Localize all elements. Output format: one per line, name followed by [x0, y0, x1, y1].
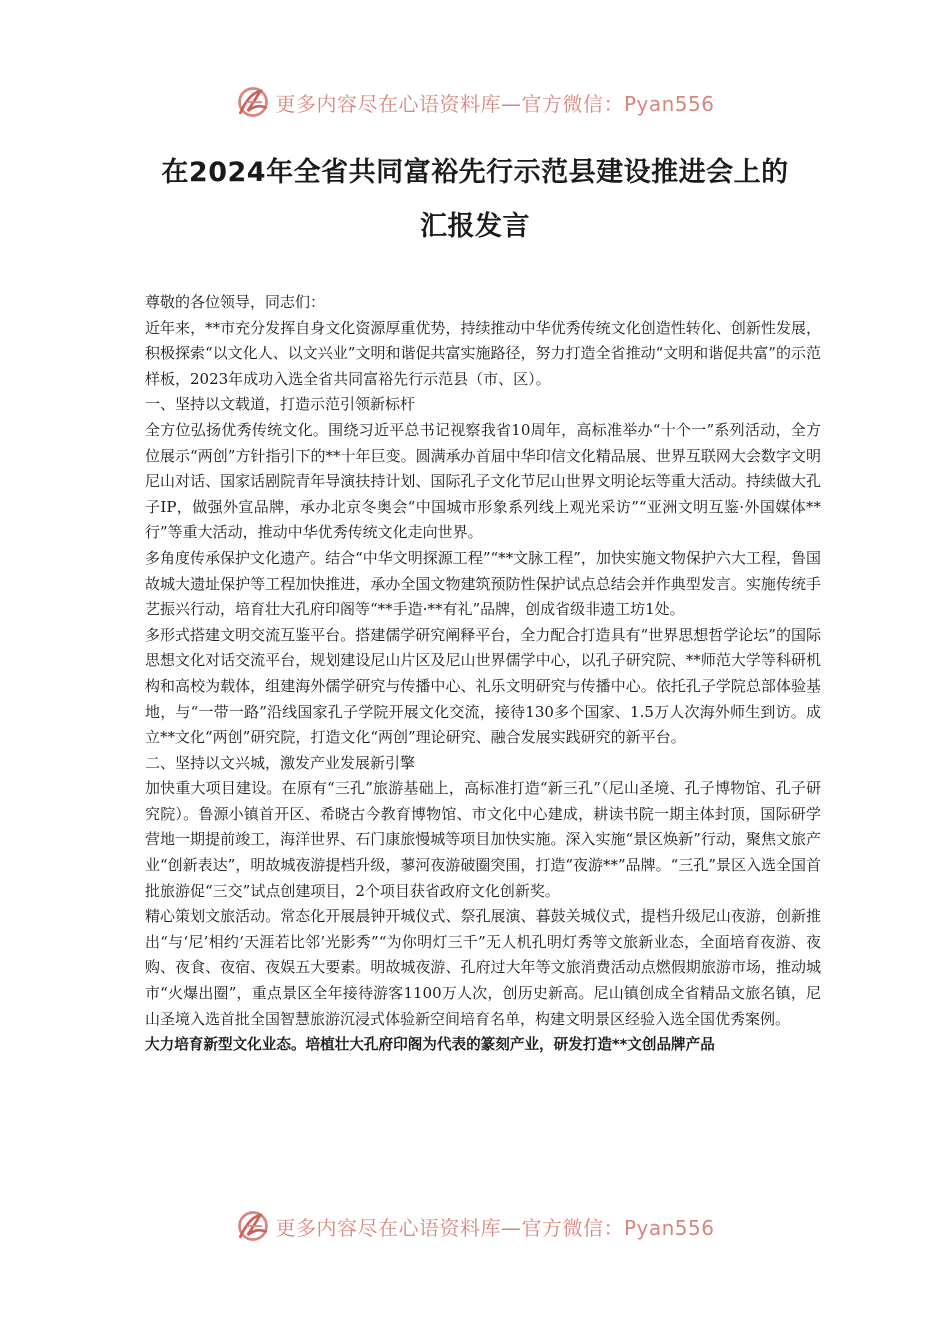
stylized-signature-logo-icon	[235, 84, 271, 120]
section-heading-2: 二、坚持以文兴城，激发产业发展新引擎	[145, 753, 416, 772]
document-body	[145, 290, 821, 1058]
document-title-line-2: 汇报发言	[420, 211, 530, 242]
header-watermark-text: 更多内容尽在心语资料库—官方微信：Pyan556	[275, 91, 715, 116]
body-paragraph: 多角度传承保护文化遗产。结合“中华文明探源工程”“**文脉工程”，加快实施文物保护六大工程，鲁国故城大遗址保护等工程加快推进，承办全国文物建筑预防性保护试点总结会并作典型发言。实施传统手艺振兴行动，培育壮大孔府印阁等“**手造·**有礼”品牌，创成省级非遗工坊1处。	[145, 548, 821, 619]
body-paragraph: 全方位弘扬优秀传统文化。围绕习近平总书记视察我省10周年，高标准举办“十个一”系列活动，全方位展示“两创”方针指引下的**十年巨变。圆满承办首届中华印信文化精品展、世界互联网大会数字文明尼山对话、国家话剧院青年导演扶持计划、国际孔子文化节尼山世界文明论坛等重大活动。持续做大孔子IP，做强外宣品牌，承办北京冬奥会“中国城市形象系列线上观光采访”“亚洲文明互鉴·外国媒体**行”等重大活动，推动中华优秀传统文化走向世界。	[145, 420, 821, 542]
body-paragraph: 加快重大项目建设。在原有“三孔”旅游基础上，高标准打造“新三孔”（尼山圣境、孔子博物馆、孔子研究院）。鲁源小镇首开区、希晓古今教育博物馆、市文化中心建成，耕读书院一期主体封顶，国际研学营地一期提前竣工，海洋世界、石门康旅慢城等项目加快实施。深入实施“景区焕新”行动，聚焦文旅产业“创新表达”，明故城夜游提档升级，蓼河夜游破圈突围，打造“夜游**”品牌。“三孔”景区入选全国首批旅游促“三交”试点创建项目，2个项目获省政府文化创新奖。	[145, 779, 822, 900]
document-title	[110, 146, 840, 254]
document-title-line-1: 在2024年全省共同富裕先行示范县建设推进会上的	[161, 157, 789, 188]
body-paragraph: 精心策划文旅活动。常态化开展晨钟开城仪式、祭孔展演、暮鼓关城仪式，提档升级尼山夜游，创新推出“与‘尼’相约‘天涯若比邻’光影秀”“为你明灯三千”无人机孔明灯秀等文旅新业态，全面培育夜游、夜购、夜食、夜宿、夜娱五大要素。明故城夜游、孔府过大年等文旅消费活动点燃假期旅游市场，推动城市“火爆出圈”，重点景区全年接待游客1100万人次，创历史新高。尼山镇创成全省精品文旅名镇，尼山圣境入选首批全国智慧旅游沉浸式体验新空间培育名单，构建文明景区经验入选全国优秀案例。	[145, 907, 821, 1028]
salutation: 尊敬的各位领导，同志们：	[145, 293, 326, 311]
body-paragraph-truncated: 大力培育新型文化业态。培植壮大孔府印阁为代表的篆刻产业，研发打造**文创品牌产品	[145, 1036, 715, 1054]
footer-watermark-banner	[0, 1204, 950, 1248]
header-watermark-banner	[0, 80, 950, 124]
section-heading-1: 一、坚持以文载道，打造示范引领新标杆	[145, 395, 416, 414]
body-paragraph: 近年来，**市充分发挥自身文化资源厚重优势，持续推动中华优秀传统文化创造性转化、创新性发展，积极探索“以文化人、以文兴业”文明和谐促共富实施路径，努力打造全省推动“文明和谐促共富”的示范样板，2023年成功入选全省共同富裕先行示范县（市、区）。	[145, 318, 821, 388]
stylized-signature-logo-icon	[235, 1208, 271, 1244]
footer-watermark-text: 更多内容尽在心语资料库—官方微信：Pyan556	[275, 1215, 715, 1240]
body-paragraph: 多形式搭建文明交流互鉴平台。搭建儒学研究阐释平台，全力配合打造具有“世界思想哲学论坛”的国际思想文化对话交流平台，规划建设尼山片区及尼山世界儒学中心，以孔子研究院、**师范大学等科研机构和高校为载体，组建海外儒学研究与传播中心、礼乐文明研究与传播中心。依托孔子学院总部体验基地，与“一带一路”沿线国家孔子学院开展文化交流，接待130多个国家、1.5万人次海外师生到访。成立**文化“两创”研究院，打造文化“两创”理论研究、融合发展实践研究的新平台。	[145, 625, 821, 747]
